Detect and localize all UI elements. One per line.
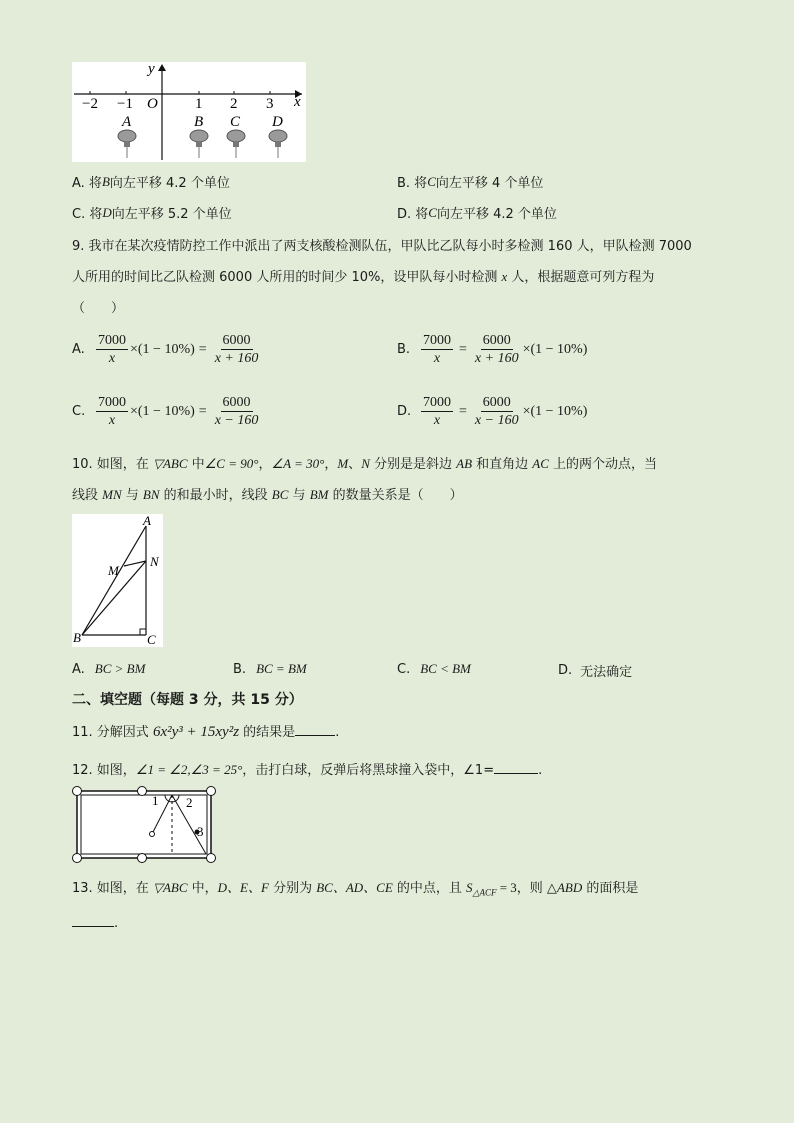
label-a: A: [143, 514, 151, 528]
x-axis-label: x: [294, 94, 301, 110]
q9-option-b[interactable]: B. $\frac{7000}{x}$ = $\frac{6000}{x + 160}$ ×(1 − 10%): [397, 333, 588, 366]
q10-triangle-figure: [72, 514, 163, 647]
pocket-icon: [207, 787, 216, 796]
q8-option-d[interactable]: D. 将 C 向左平移 4.2 个单位: [397, 204, 557, 222]
lamp-icon-d: [269, 130, 287, 158]
fraction: $\frac{6000}{x - 160}$: [214, 395, 259, 428]
q8-option-a[interactable]: A. 将 B 向左平移 4.2 个单位: [72, 173, 230, 191]
label-m: M: [108, 563, 119, 578]
q9-option-a[interactable]: A. $\frac{7000}{x}$ ×(1 − 10%) = $\frac{6000}{x + 160}$: [72, 333, 259, 366]
tick-label: −2: [82, 96, 98, 112]
q10-option-a[interactable]: A. BC > BM: [72, 661, 146, 677]
q9-question-line-2: 人所用的时间比乙队检测 6000 人所用的时间少 10%，设甲队每小时检测 x 人，根据题意可列方程为: [72, 269, 655, 285]
q10-question-line-2: 线段 MN 与 BN 的和最小时，线段 BC 与 BM 的数量关系是（ ）: [72, 487, 463, 503]
fraction: $\frac{7000}{x}$: [98, 395, 126, 428]
q12-question: 12. 如图，∠1 = ∠2,∠3 = 25°，击打白球，反弹后将黑球撞入袋中，∠1= .: [72, 762, 543, 778]
pocket-icon: [207, 854, 216, 863]
label-b: B: [73, 630, 81, 645]
q9-answer-paren: （ ）: [72, 301, 125, 316]
q8-option-c[interactable]: C. 将 D 向左平移 5.2 个单位: [72, 204, 232, 222]
fraction: $\frac{7000}{x}$: [423, 395, 451, 428]
q13-question: 13. 如图，在 ▽ABC 中，D、E、F 分别为 BC、AD、CE 的中点，且 $S_{\triangle ACF} = 3$，则 △ABD 的面积是: [72, 880, 639, 898]
side-ab: [82, 526, 146, 635]
tick-label: 3: [266, 96, 274, 112]
q10-option-d[interactable]: D. 无法确定: [558, 663, 633, 680]
point-label: A: [122, 114, 132, 130]
tick-label: −1: [117, 96, 133, 112]
point-label: C: [230, 114, 241, 130]
q10-option-b[interactable]: B. BC = BM: [233, 661, 307, 677]
q12-billiard-table-figure: [72, 786, 216, 863]
fraction: $\frac{6000}{x - 160}$: [474, 395, 519, 428]
angle-label-3: 3: [197, 824, 204, 839]
tick-label: 2: [230, 96, 238, 112]
q11-question: 11. 分解因式 6x²y³ + 15xy²z 的结果是 .: [72, 724, 340, 740]
origin-label: O: [147, 96, 158, 112]
answer-blank[interactable]: [295, 735, 335, 736]
answer-blank[interactable]: [72, 926, 114, 927]
q8-number-line-figure: [72, 62, 306, 162]
fraction: $\frac{7000}{x}$: [423, 333, 451, 366]
q13-answer-line: .: [72, 916, 118, 931]
q8-option-b[interactable]: B. 将 C 向左平移 4 个单位: [397, 173, 544, 191]
fraction: $\frac{6000}{x + 160}$: [214, 333, 259, 366]
point-label: D: [272, 114, 283, 130]
number-line-svg: [72, 62, 306, 162]
section-heading: 二、填空题（每题 3 分，共 15 分）: [72, 692, 303, 708]
fraction: $\frac{6000}{x + 160}$: [474, 333, 519, 366]
y-axis-label: y: [148, 62, 155, 77]
pocket-icon: [138, 854, 147, 863]
point-label: B: [194, 114, 204, 130]
lamp-icon-a: [118, 130, 136, 158]
angle-label-1: 1: [152, 793, 159, 808]
tick-label: 1: [195, 96, 203, 112]
y-axis-arrow-icon: [158, 64, 166, 71]
pocket-icon: [138, 787, 147, 796]
answer-blank[interactable]: [494, 773, 538, 774]
q10-option-c[interactable]: C. BC < BM: [397, 661, 471, 677]
fraction: $\frac{7000}{x}$: [98, 333, 126, 366]
q9-option-d[interactable]: D. $\frac{7000}{x}$ = $\frac{6000}{x - 160}$ ×(1 − 10%): [397, 395, 588, 428]
right-angle-icon: [140, 629, 146, 635]
billiard-svg: [72, 786, 216, 863]
q9-option-c[interactable]: C. $\frac{7000}{x}$ ×(1 − 10%) = $\frac{6000}{x - 160}$: [72, 395, 259, 428]
triangle-svg: [72, 514, 163, 647]
white-ball-icon: [150, 832, 155, 837]
q9-question-line-1: 9. 我市在某次疫情防控工作中派出了两支核酸检测队伍，甲队比乙队每小时多检测 160 人，甲队检测 7000: [72, 239, 692, 254]
angle-label-2: 2: [186, 795, 193, 810]
pocket-icon: [73, 787, 82, 796]
label-n: N: [150, 554, 159, 569]
lamp-icon-c: [227, 130, 245, 158]
label-c: C: [147, 632, 156, 647]
q10-question-line-1: 10. 如图，在 ▽ABC 中∠C = 90°，∠A = 30°，M、N 分别是是斜边 AB 和直角边 AC 上的两个动点，当: [72, 456, 658, 472]
pocket-icon: [73, 854, 82, 863]
lamp-icon-b: [190, 130, 208, 158]
